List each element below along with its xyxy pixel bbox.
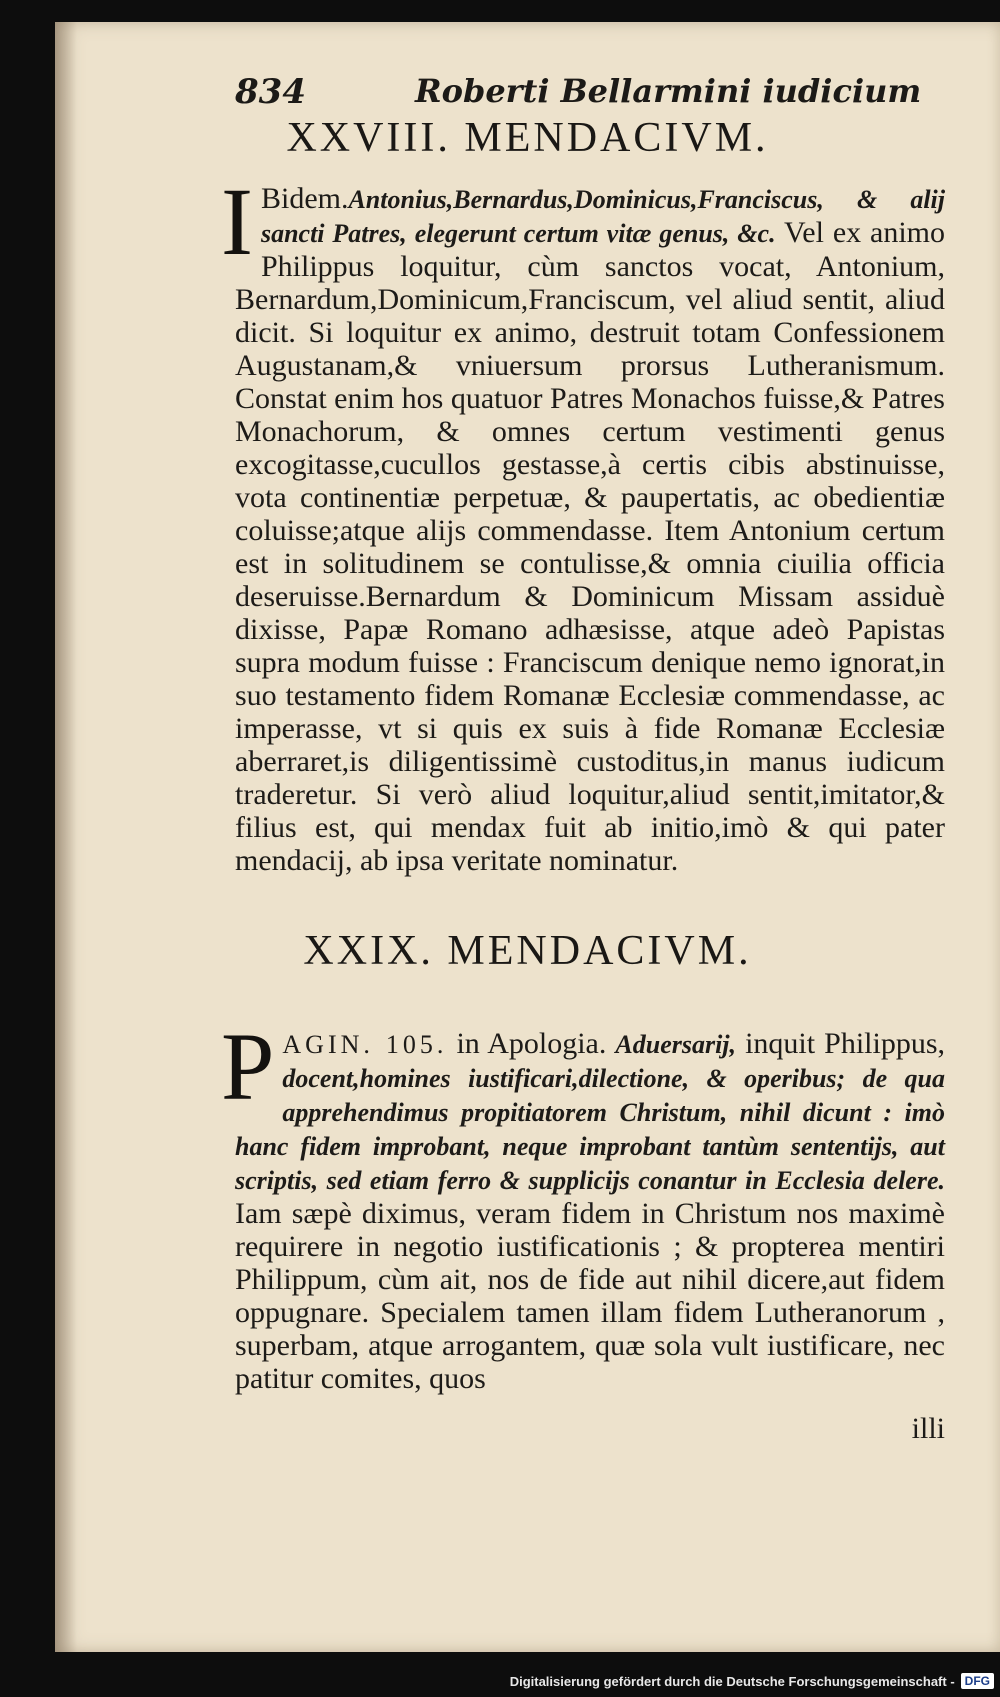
footer-credit: Digitalisierung gefördert durch die Deutsche Forschungsgemeinschaft - (509, 1673, 955, 1689)
lead-word: Bidem. (260, 182, 349, 215)
section-heading-29: XXIX. MENDACIVM. (303, 928, 752, 974)
inline-text: inquit Philippus, (745, 1027, 946, 1060)
section-body-29 (221, 1013, 946, 1395)
drop-cap: I (221, 168, 253, 275)
body-text: Vel ex animo Philippus loquitur, cùm sanctos vocat, Antonium, Bernardum,Dominicum,Franciscum, vel aliud sentit, aliud dicit. Si loquitur ex animo, destruit totam Confessionem Augustanam,& vniuersum prorsus Lutheranismum. Constat enim hos quatuor Patres Monachos fuisse,& Patres Monachorum, & omnes certum vestimenti genus excogitasse,cucullos gestasse,à certis cibis abstinuisse, vota continentiæ perpetuæ, & paupertatis, ac obedientiæ coluisse;atque alijs commendasse. Item Antonium certum est in solitudinem se contulisse,& omnia ciuilia officia deseruisse.Bernardum & Dominicum Missam assiduè dixisse, Papæ Romano adhæsisse, atque adeò Papistas supra modum fuisse : Franciscum denique nemo ignorat,in suo testamento fidem Romanæ Ecclesiæ commendasse, ac imperasse, vt si quis ex suis à fide Romanæ Ecclesiæ aberraret,is diligentissimè custoditus,in manus iudicum traderetur. Si verò aliud loquitur,aliud sentit,imitator,& filius est, qui mendax fuit ab initio,imò & qui pater mendacij, ab ipsa veritate nominatur. (235, 216, 946, 877)
digitization-footer (510, 1669, 994, 1693)
catchword: illi (911, 1412, 945, 1445)
section-body-28 (221, 168, 946, 877)
page-number: 834 (235, 72, 306, 112)
page-spine-shadow (55, 22, 77, 1652)
lead-word: AGIN. 105. (282, 1030, 448, 1059)
book-page (55, 22, 1000, 1652)
running-title: Roberti Bellarmini iudicium (415, 72, 922, 110)
dfg-logo: DFG (961, 1673, 994, 1689)
quotation-b: docent,homines iustificari,dilectione, & operibus; de qua apprehendimus propitiatorem Christum, nihil dicunt : imò hanc fidem improbant, neque improbant tantùm sententijs, aut scriptis, sed etiam ferro & supplicijs conantur in Ecclesia delere. (235, 1064, 945, 1195)
quotation-a: Aduersarij, (615, 1030, 737, 1059)
section-heading-28: XXVIII. MENDACIVM. (286, 115, 769, 161)
quotation: Antonius,Bernardus,Dominicus,Franciscus, & alij sancti Patres, elegerunt certum vitæ genus, &c. (260, 185, 945, 248)
body-text: Iam sæpè diximus, veram fidem in Christum nos maximè requirere in negotio iustificationis ; & propterea mentiri Philippum, cùm ait, nos de fide aut nihil dicere,aut fidem oppugnare. Specialem tamen illam fidem Lutheranorum , superbam, atque arrogantem, quæ sola vult iustificare, nec patitur comites, quos (235, 1197, 945, 1395)
lead-word-2: in Apologia. (456, 1027, 607, 1060)
drop-cap: P (221, 1013, 275, 1120)
